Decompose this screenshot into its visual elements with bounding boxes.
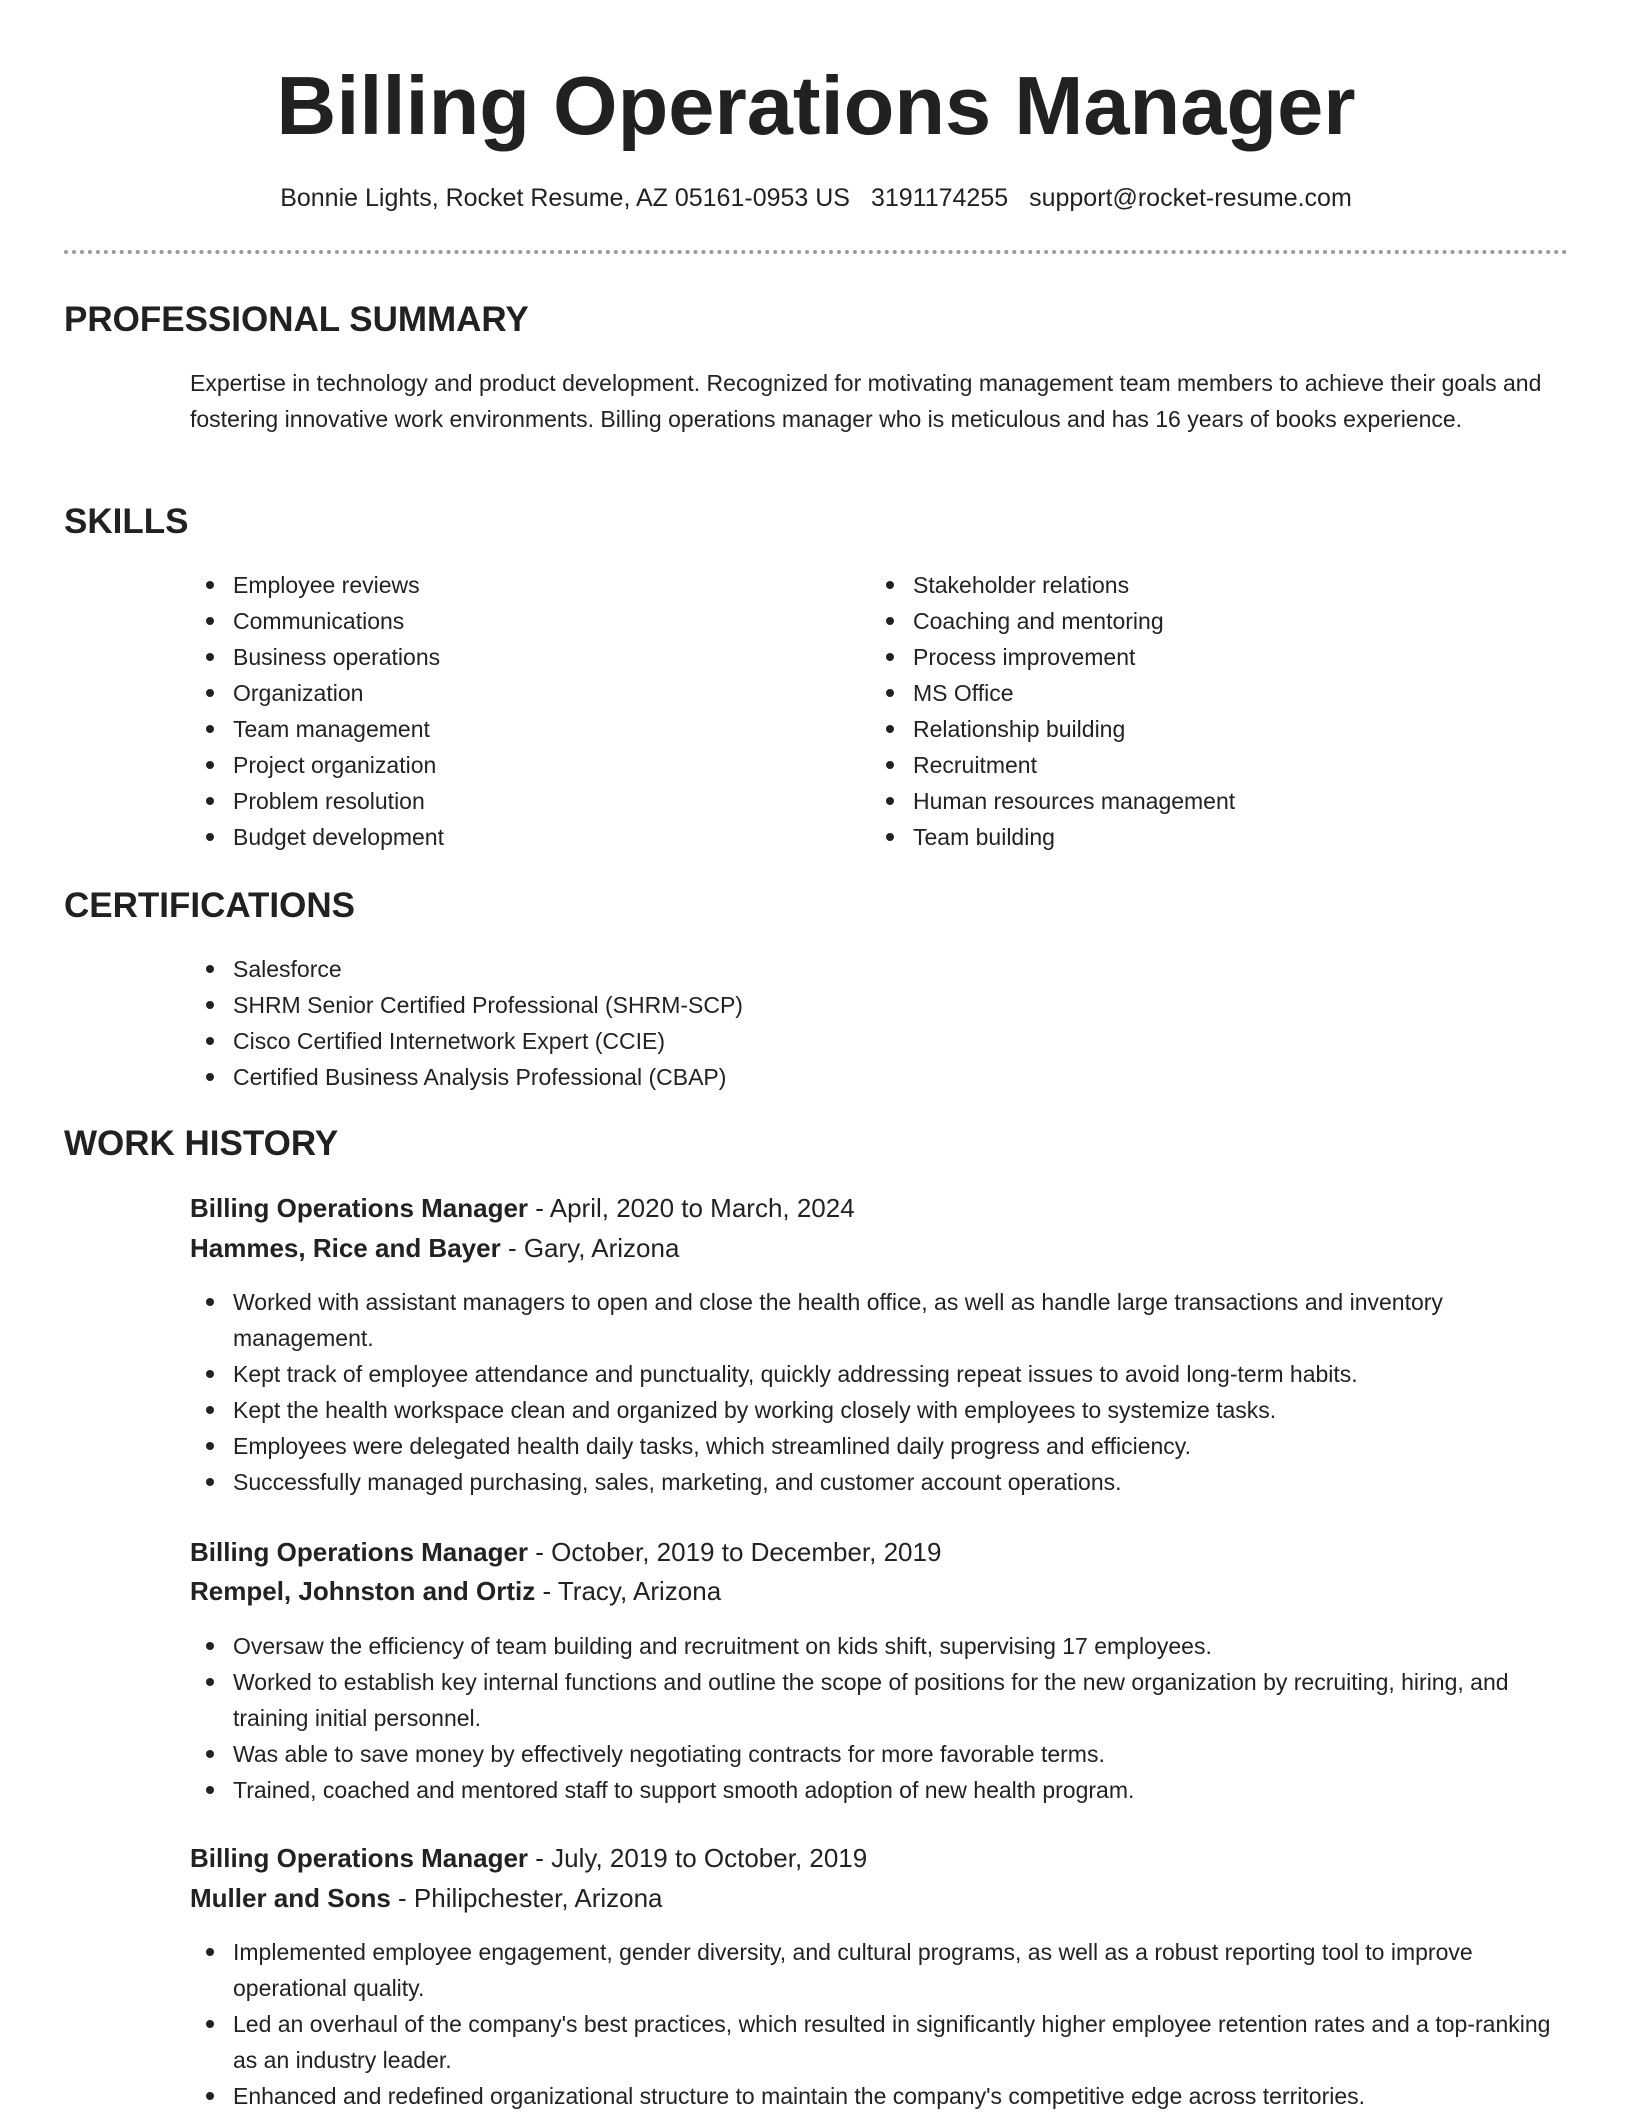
contact-address: Bonnie Lights, Rocket Resume, AZ 05161-0953 US (280, 184, 850, 212)
job-bullet: Trained, coached and mentored staff to support smooth adoption of new health program. (190, 1772, 1560, 1808)
job-company: Rempel, Johnston and Ortiz (190, 1576, 536, 1606)
section-title-certifications: CERTIFICATIONS (64, 886, 356, 925)
skill-item: Recruitment (870, 747, 1510, 783)
certification-item: Cisco Certified Internetwork Expert (CCIE) (190, 1023, 1290, 1059)
job-dates: - July, 2019 to October, 2019 (528, 1843, 868, 1873)
job-bullet: Successfully managed purchasing, sales, marketing, and customer account operations. (190, 1464, 1560, 1500)
section-title-work-history: WORK HISTORY (64, 1124, 339, 1163)
skill-item: Communications (190, 603, 810, 639)
job-bullets (190, 1934, 1560, 2114)
skill-item: Project organization (190, 747, 810, 783)
contact-line (0, 178, 1632, 218)
job-bullet: Implemented employee engagement, gender diversity, and cultural programs, as well as a robust reporting tool to improve operational quality. (190, 1934, 1560, 2006)
skill-item: Business operations (190, 639, 810, 675)
certification-item: SHRM Senior Certified Professional (SHRM-SCP) (190, 987, 1290, 1023)
job-bullet: Employees were delegated health daily tasks, which streamlined daily progress and efficiency. (190, 1428, 1560, 1464)
job-company-line (190, 1571, 721, 1611)
job-bullet: Worked with assistant managers to open and close the health office, as well as handle large transactions and inventory management. (190, 1284, 1560, 1356)
job-company-line (190, 1878, 663, 1918)
skill-item: MS Office (870, 675, 1510, 711)
skill-item: Process improvement (870, 639, 1510, 675)
job-dates: - April, 2020 to March, 2024 (528, 1193, 855, 1223)
job-title-line (190, 1838, 867, 1878)
section-title-skills: SKILLS (64, 502, 189, 541)
job-location: - Tracy, Arizona (535, 1576, 722, 1606)
job-bullet: Enhanced and redefined organizational structure to maintain the company's competitive edge across territories. (190, 2078, 1560, 2114)
contact-phone: 3191174255 (870, 184, 1009, 212)
job-bullets (190, 1284, 1560, 1500)
job-bullets (190, 1628, 1560, 1808)
skill-item: Human resources management (870, 783, 1510, 819)
job-company: Muller and Sons (190, 1883, 391, 1913)
job-bullet: Kept track of employee attendance and punctuality, quickly addressing repeat issues to avoid long-term habits. (190, 1356, 1560, 1392)
certifications-list (190, 951, 1290, 1095)
skills-list-right (870, 567, 1510, 855)
certification-item: Salesforce (190, 951, 1290, 987)
candidate-name: Billing Operations Manager (276, 59, 1356, 152)
job-title-line (190, 1188, 855, 1228)
skill-item: Relationship building (870, 711, 1510, 747)
job-bullet: Led an overhaul of the company's best practices, which resulted in significantly higher employee retention rates and a top-ranking as an industry leader. (190, 2006, 1560, 2078)
job-dates: - October, 2019 to December, 2019 (528, 1537, 942, 1567)
job-bullet: Was able to save money by effectively negotiating contracts for more favorable terms. (190, 1736, 1560, 1772)
skill-item: Team management (190, 711, 810, 747)
section-title-summary: PROFESSIONAL SUMMARY (64, 300, 529, 339)
job-title-line (190, 1532, 941, 1572)
job-role: Billing Operations Manager (190, 1193, 529, 1223)
job-role: Billing Operations Manager (190, 1843, 529, 1873)
job-bullet: Worked to establish key internal functions and outline the scope of positions for the new organization by recruiting, hiring, and training initial personnel. (190, 1664, 1560, 1736)
skills-list-left (190, 567, 810, 855)
contact-email: support@rocket-resume.com (1029, 184, 1352, 212)
skill-item: Stakeholder relations (870, 567, 1510, 603)
skill-item: Employee reviews (190, 567, 810, 603)
job-bullet: Kept the health workspace clean and organized by working closely with employees to systemize tasks. (190, 1392, 1560, 1428)
summary-text: Expertise in technology and product development. Recognized for motivating management team members to achieve their goals and fostering innovative work environments. Billing operations manager who is meticulous and has 16 years of books experience. (190, 370, 1542, 432)
skill-item: Coaching and mentoring (870, 603, 1510, 639)
job-role: Billing Operations Manager (190, 1537, 529, 1567)
header-divider (64, 250, 1568, 254)
job-location: - Philipchester, Arizona (390, 1883, 663, 1913)
skill-item: Budget development (190, 819, 810, 855)
certification-item: Certified Business Analysis Professional (CBAP) (190, 1059, 1290, 1095)
job-company: Hammes, Rice and Bayer (190, 1233, 501, 1263)
skill-item: Team building (870, 819, 1510, 855)
skill-item: Organization (190, 675, 810, 711)
job-company-line (190, 1228, 679, 1268)
skill-item: Problem resolution (190, 783, 810, 819)
job-bullet: Oversaw the efficiency of team building and recruitment on kids shift, supervising 17 employees. (190, 1628, 1560, 1664)
job-location: - Gary, Arizona (500, 1233, 680, 1263)
